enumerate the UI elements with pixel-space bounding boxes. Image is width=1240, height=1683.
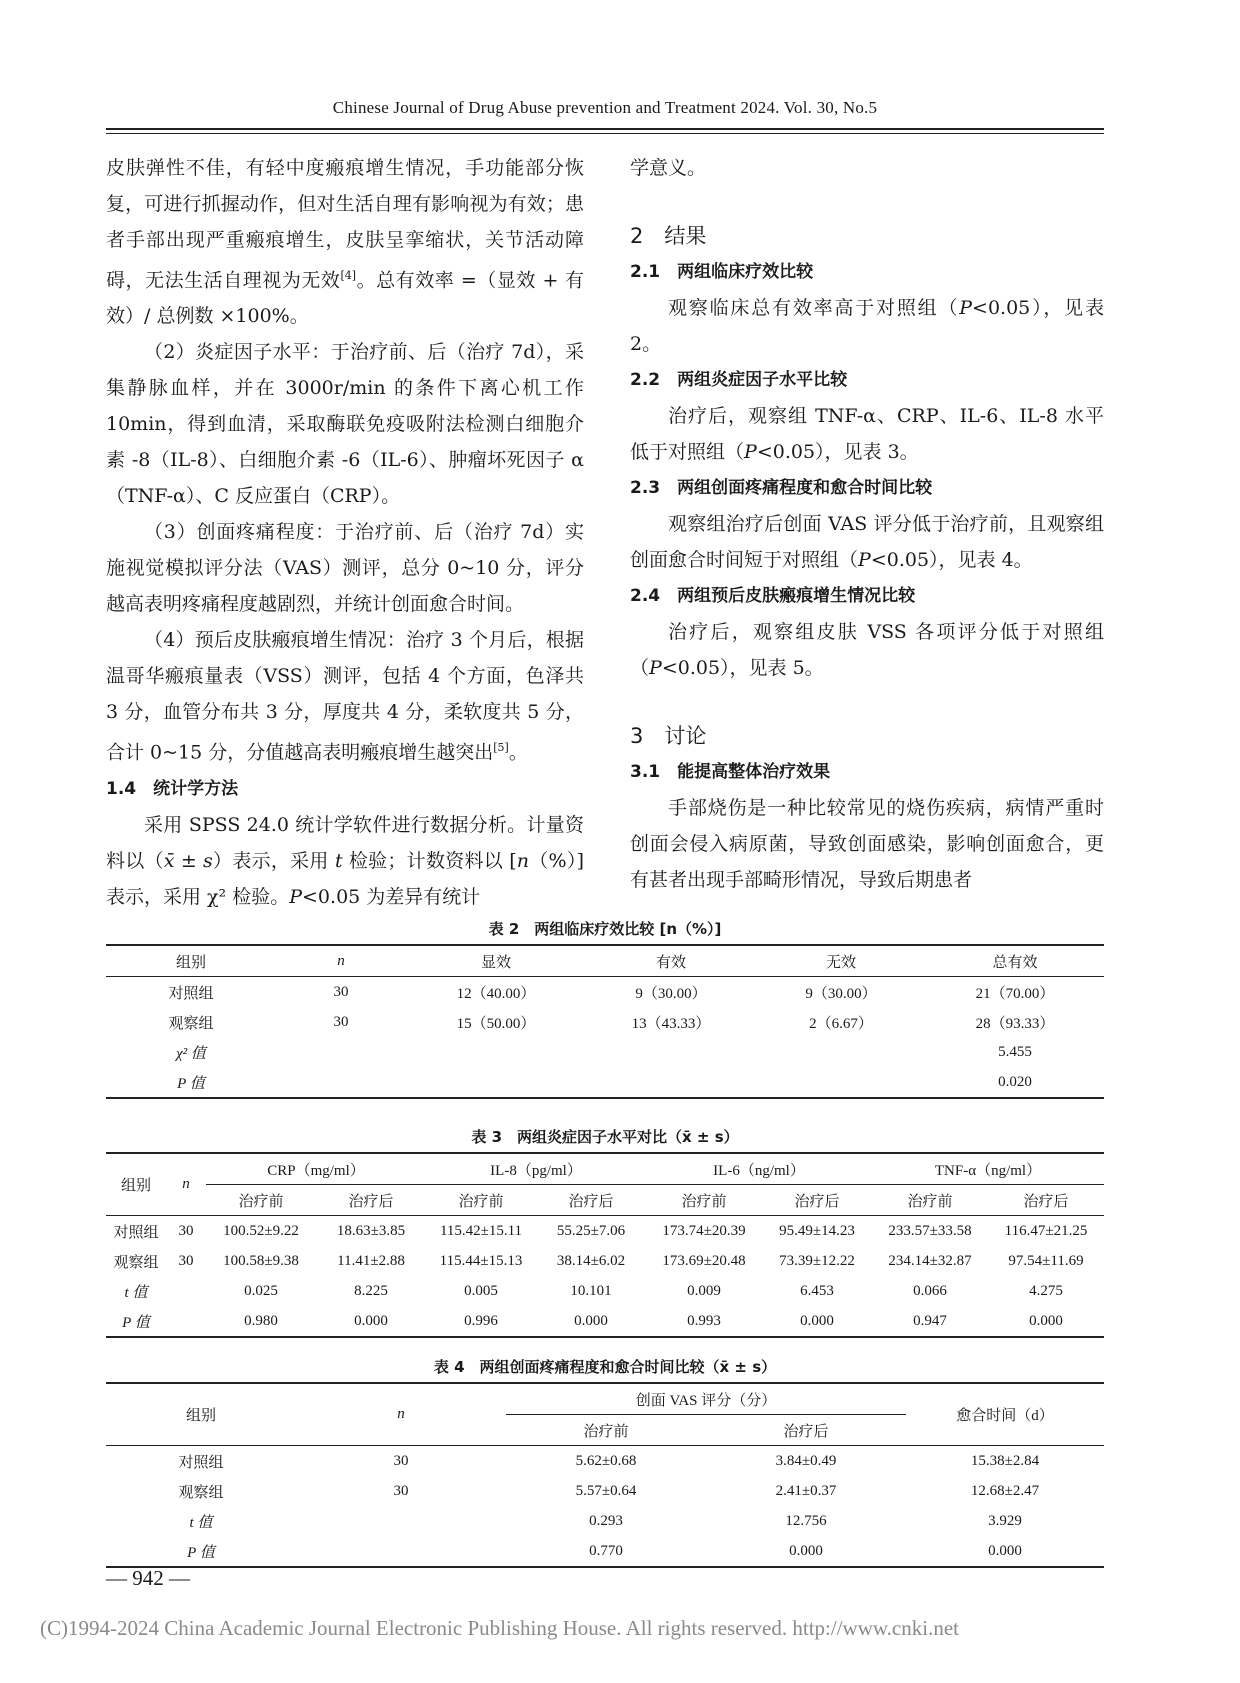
table-cell: 115.44±15.13 bbox=[439, 1252, 523, 1269]
table-cell: 233.57±33.58 bbox=[888, 1222, 972, 1239]
subsection-heading: 2.1 两组临床疗效比较 bbox=[630, 262, 814, 282]
table-cell: 234.14±32.87 bbox=[888, 1252, 972, 1269]
subheader: 治疗前 bbox=[872, 1185, 988, 1216]
subheader: 治疗前 bbox=[646, 1185, 762, 1216]
column-header: 无效 bbox=[756, 945, 926, 977]
table-row bbox=[106, 1536, 1104, 1567]
paragraph-result-22 bbox=[630, 398, 1104, 470]
subheader: 治疗后 bbox=[762, 1185, 872, 1216]
table-cell: 0.996 bbox=[464, 1312, 498, 1329]
paragraph-criteria bbox=[106, 150, 584, 334]
text: 采用 SPSS 24.0 统计学软件进行数据分析。计量资料以（ bbox=[106, 813, 584, 872]
table-cell: 0.770 bbox=[589, 1542, 623, 1559]
table-cell: 21（70.00） bbox=[975, 985, 1055, 1002]
table-2 bbox=[106, 944, 1104, 1099]
table-cell: 100.52±9.22 bbox=[223, 1222, 299, 1239]
table-cell: 5.455 bbox=[998, 1043, 1032, 1060]
subheader: 治疗前 bbox=[426, 1185, 536, 1216]
table-row bbox=[106, 1276, 1104, 1306]
table-cell: 0.947 bbox=[913, 1312, 947, 1329]
table-cell: 73.39±12.22 bbox=[779, 1252, 855, 1269]
paragraph-discussion: 手部烧伤是一种比较常见的烧伤疾病，病情严重时创面会侵入病原菌，导致创面感染，影响创面愈合，更有甚者出现手部畸形情况，导致后期患者 bbox=[630, 797, 1104, 891]
subheader: 治疗后 bbox=[706, 1415, 906, 1446]
subheader: 治疗后 bbox=[536, 1185, 646, 1216]
table-cell bbox=[406, 1037, 586, 1067]
text: 观察组治疗后创面 VAS 评分低于治疗前，且观察组创面愈合时间短于对照组（ bbox=[630, 513, 1104, 571]
table-cell: 0.000 bbox=[354, 1312, 388, 1329]
table-cell: 173.74±20.39 bbox=[662, 1222, 746, 1239]
table-cell: 2.41±0.37 bbox=[775, 1482, 837, 1499]
subheader: 治疗后 bbox=[988, 1185, 1104, 1216]
table-cell: 9（30.00） bbox=[635, 985, 707, 1002]
table-cell: 116.47±21.25 bbox=[1004, 1222, 1088, 1239]
table-cell: 100.58±9.38 bbox=[223, 1252, 299, 1269]
table-cell: 2（6.67） bbox=[809, 1015, 873, 1032]
table-cell: 对照组 bbox=[168, 985, 214, 1002]
column-header: 总有效 bbox=[926, 945, 1104, 977]
column-header: n bbox=[296, 1383, 506, 1446]
column-header: TNF-α（ng/ml） bbox=[872, 1153, 1104, 1185]
table-row bbox=[106, 1007, 1104, 1037]
table-row bbox=[106, 1216, 1104, 1247]
table-cell: 0.066 bbox=[913, 1282, 947, 1299]
table-cell bbox=[756, 1067, 926, 1098]
table-cell: 10.101 bbox=[570, 1282, 612, 1299]
page-number: — 942 — bbox=[106, 1566, 190, 1590]
copyright-notice: (C)1994-2024 China Academic Journal Electronic Publishing House. All rights reserved. http://www.cnki.net bbox=[40, 1616, 959, 1640]
table-cell: 0.005 bbox=[464, 1282, 498, 1299]
table-cell: 15.38±2.84 bbox=[970, 1452, 1040, 1469]
table-cell: 55.25±7.06 bbox=[556, 1222, 626, 1239]
table-cell: 5.62±0.68 bbox=[575, 1452, 637, 1469]
table-cell: 9（30.00） bbox=[805, 985, 877, 1002]
subsection-heading: 1.4 统计学方法 bbox=[106, 778, 239, 799]
text: <0.05），见表 5。 bbox=[661, 657, 824, 679]
column-header: 有效 bbox=[586, 945, 756, 977]
table-row bbox=[106, 1246, 1104, 1276]
table-row bbox=[106, 1446, 1104, 1477]
table-row bbox=[106, 1506, 1104, 1536]
table2-caption: 表 2 两组临床疗效比较 [n（%）] bbox=[488, 920, 722, 938]
subsection-heading: 2.3 两组创面疼痛程度和愈合时间比较 bbox=[630, 478, 933, 498]
subheader: 治疗前 bbox=[206, 1185, 316, 1216]
table-cell: 观察组 bbox=[178, 1484, 224, 1501]
table-row bbox=[106, 1067, 1104, 1098]
table-cell: 13（43.33） bbox=[631, 1015, 711, 1032]
table-cell: 0.000 bbox=[1029, 1312, 1063, 1329]
table-cell: 28（93.33） bbox=[975, 1015, 1055, 1032]
table-cell: 5.57±0.64 bbox=[575, 1482, 637, 1499]
subsection-heading: 2.2 两组炎症因子水平比较 bbox=[630, 370, 848, 390]
table-cell bbox=[406, 1067, 586, 1098]
table-cell: 0.000 bbox=[789, 1542, 823, 1559]
table-cell bbox=[276, 1067, 406, 1098]
table-cell: t 值 bbox=[124, 1284, 148, 1301]
table3-caption: 表 3 两组炎症因子水平对比（x̄ ± s） bbox=[471, 1128, 739, 1146]
subsection-heading: 3.1 能提高整体治疗效果 bbox=[630, 762, 831, 782]
table-cell: 4.275 bbox=[1029, 1282, 1063, 1299]
table-cell: 0.980 bbox=[244, 1312, 278, 1329]
table-cell: 95.49±14.23 bbox=[779, 1222, 855, 1239]
paragraph-text: 学意义。 bbox=[630, 157, 707, 179]
table-cell: 0.020 bbox=[998, 1073, 1032, 1090]
table-cell bbox=[276, 1037, 406, 1067]
column-header: CRP（mg/ml） bbox=[206, 1153, 426, 1185]
table-cell bbox=[756, 1037, 926, 1067]
column-header: 愈合时间（d） bbox=[906, 1383, 1104, 1446]
table-row bbox=[106, 977, 1104, 1008]
column-header: n bbox=[276, 945, 406, 977]
table-cell: 30 bbox=[393, 1482, 409, 1499]
paragraph-text: （4）预后皮肤瘢痕增生情况：治疗 3 个月后，根据温哥华瘢痕量表（VSS）测评，包括 4 个方面，色泽共 3 分，血管分布共 3 分，厚度共 4 分，柔软度共 5 分，合计 0~15 分，分值越高表明瘢痕增生越突出 bbox=[106, 629, 584, 764]
table-cell: 观察组 bbox=[113, 1254, 159, 1271]
table-cell: 173.69±20.48 bbox=[662, 1252, 746, 1269]
table-cell: 0.993 bbox=[687, 1312, 721, 1329]
table-cell: 97.54±11.69 bbox=[1008, 1252, 1084, 1269]
citation-ref: [4] bbox=[340, 269, 357, 282]
symbol: x̄ ± s bbox=[163, 849, 213, 872]
text: <0.05），见表 4。 bbox=[870, 549, 1033, 571]
text: 检验；计数资料以 [ bbox=[342, 849, 517, 872]
table-row bbox=[106, 1306, 1104, 1337]
table-cell: 0.000 bbox=[800, 1312, 834, 1329]
paragraph-result-24 bbox=[630, 614, 1104, 686]
table-cell: P 值 bbox=[122, 1314, 150, 1331]
symbol: P bbox=[289, 885, 303, 908]
table-cell bbox=[166, 1276, 206, 1306]
section-heading: 2 结果 bbox=[630, 224, 707, 248]
column-header: 显效 bbox=[406, 945, 586, 977]
column-header: IL-6（ng/ml） bbox=[646, 1153, 872, 1185]
symbol: P bbox=[959, 297, 973, 319]
table-cell: P 值 bbox=[177, 1075, 205, 1092]
text: 治疗后，观察组 TNF-α、CRP、IL-6、IL-8 水平低于对照组（ bbox=[630, 405, 1104, 463]
table-cell: 30 bbox=[333, 983, 349, 1000]
table-cell: 115.42±15.11 bbox=[439, 1222, 523, 1239]
table-cell: 8.225 bbox=[354, 1282, 388, 1299]
table-cell: 30 bbox=[393, 1452, 409, 1469]
symbol: P bbox=[649, 657, 662, 679]
text: ）表示，采用 bbox=[212, 849, 335, 872]
paragraph-result-23 bbox=[630, 506, 1104, 578]
paragraph-result-21 bbox=[630, 290, 1104, 362]
column-header: 组别 bbox=[106, 1153, 166, 1216]
paragraph-text: 。 bbox=[508, 741, 528, 764]
right-column bbox=[630, 150, 1104, 898]
subheader: 治疗前 bbox=[506, 1415, 706, 1446]
table-cell: 0.000 bbox=[988, 1542, 1022, 1559]
symbol: t bbox=[334, 849, 343, 872]
table-cell bbox=[586, 1067, 756, 1098]
symbol: n bbox=[516, 849, 529, 872]
table-cell: 30 bbox=[333, 1013, 349, 1030]
paragraph-text: 。总有效率 =（显效 + 有效）/ 总例数 ×100%。 bbox=[106, 269, 584, 328]
table-cell bbox=[296, 1536, 506, 1567]
left-column bbox=[106, 150, 584, 915]
paragraph-pain: （3）创面疼痛程度：于治疗前、后（治疗 7d）实施视觉模拟评分法（VAS）测评，总分 0~10 分，评分越高表明疼痛程度越剧烈，并统计创面愈合时间。 bbox=[106, 521, 584, 616]
paragraph-inflammation: （2）炎症因子水平：于治疗前、后（治疗 7d），采集静脉血样，并在 3000r/min 的条件下离心机工作 10min，得到血清，采取酶联免疫吸附法检测白细胞介素 -8（IL-8）、白细胞介素 -6（IL-6）、肿瘤坏死因子 α（TNF-α）、C 反应蛋白（CRP）。 bbox=[106, 341, 584, 508]
paragraph-scar bbox=[106, 622, 584, 770]
column-header: IL-8（pg/ml） bbox=[426, 1153, 646, 1185]
table-row bbox=[106, 1037, 1104, 1067]
paragraph-statistics bbox=[106, 807, 584, 915]
column-header: 组别 bbox=[106, 945, 276, 977]
table-cell bbox=[296, 1506, 506, 1536]
table-cell: P 值 bbox=[187, 1544, 215, 1561]
table-cell bbox=[166, 1306, 206, 1337]
table-cell: 12（40.00） bbox=[456, 985, 536, 1002]
table-3 bbox=[106, 1152, 1104, 1338]
text: <0.05），见表 2。 bbox=[630, 297, 1104, 355]
text: 治疗后，观察组皮肤 VSS 各项评分低于对照组（ bbox=[630, 621, 1104, 679]
table-cell: 3.929 bbox=[988, 1512, 1022, 1529]
table-cell: 18.63±3.85 bbox=[336, 1222, 406, 1239]
table-cell: 对照组 bbox=[113, 1224, 159, 1241]
subheader: 治疗后 bbox=[316, 1185, 426, 1216]
table-cell: 0.000 bbox=[574, 1312, 608, 1329]
table-row bbox=[106, 1476, 1104, 1506]
table-4 bbox=[106, 1382, 1104, 1568]
table-cell: 6.453 bbox=[800, 1282, 834, 1299]
paragraph-text: 皮肤弹性不佳，有轻中度瘢痕增生情况，手功能部分恢复，可进行抓握动作，但对生活自理有影响视为有效；患者手部出现严重瘢痕增生，皮肤呈挛缩状，关节活动障碍，无法生活自理视为无效 bbox=[106, 157, 584, 292]
text: 观察临床总有效率高于对照组（ bbox=[668, 297, 960, 319]
table-cell: 对照组 bbox=[178, 1454, 224, 1471]
table-cell: 3.84±0.49 bbox=[775, 1452, 837, 1469]
table-cell: 0.009 bbox=[687, 1282, 721, 1299]
column-header: 创面 VAS 评分（分） bbox=[506, 1383, 906, 1415]
symbol: P bbox=[744, 441, 757, 463]
text: <0.05 为差异有统计 bbox=[302, 885, 481, 908]
header-rule-thin bbox=[106, 133, 1104, 134]
header-rule-thick bbox=[106, 128, 1104, 130]
text: <0.05），见表 3。 bbox=[756, 441, 919, 463]
table-cell: 38.14±6.02 bbox=[556, 1252, 626, 1269]
column-header: n bbox=[166, 1153, 206, 1216]
subsection-heading: 2.4 两组预后皮肤瘢痕增生情况比较 bbox=[630, 586, 916, 606]
table-cell: t 值 bbox=[189, 1514, 213, 1531]
table-cell: 0.293 bbox=[589, 1512, 623, 1529]
table-cell: 15（50.00） bbox=[456, 1015, 536, 1032]
symbol: P bbox=[858, 549, 871, 571]
spacer bbox=[630, 686, 1104, 718]
table-cell: χ² 值 bbox=[176, 1045, 206, 1062]
column-header: 组别 bbox=[106, 1383, 296, 1446]
text: （%）] 表示，采用 χ² 检验。 bbox=[106, 849, 585, 908]
journal-header: Chinese Journal of Drug Abuse prevention and Treatment 2024. Vol. 30, No.5 bbox=[332, 98, 878, 117]
table-cell: 30 bbox=[178, 1222, 194, 1239]
section-heading: 3 讨论 bbox=[630, 724, 707, 748]
table-cell: 观察组 bbox=[168, 1015, 214, 1032]
table-cell: 0.025 bbox=[244, 1282, 278, 1299]
table-cell: 12.68±2.47 bbox=[970, 1482, 1040, 1499]
table-cell: 12.756 bbox=[785, 1512, 827, 1529]
table-cell: 30 bbox=[178, 1252, 194, 1269]
table4-caption: 表 4 两组创面疼痛程度和愈合时间比较（x̄ ± s） bbox=[433, 1358, 777, 1376]
table-cell bbox=[586, 1037, 756, 1067]
spacer bbox=[630, 186, 1104, 218]
table-cell: 11.41±2.88 bbox=[337, 1252, 405, 1269]
citation-ref: [5] bbox=[493, 741, 509, 755]
